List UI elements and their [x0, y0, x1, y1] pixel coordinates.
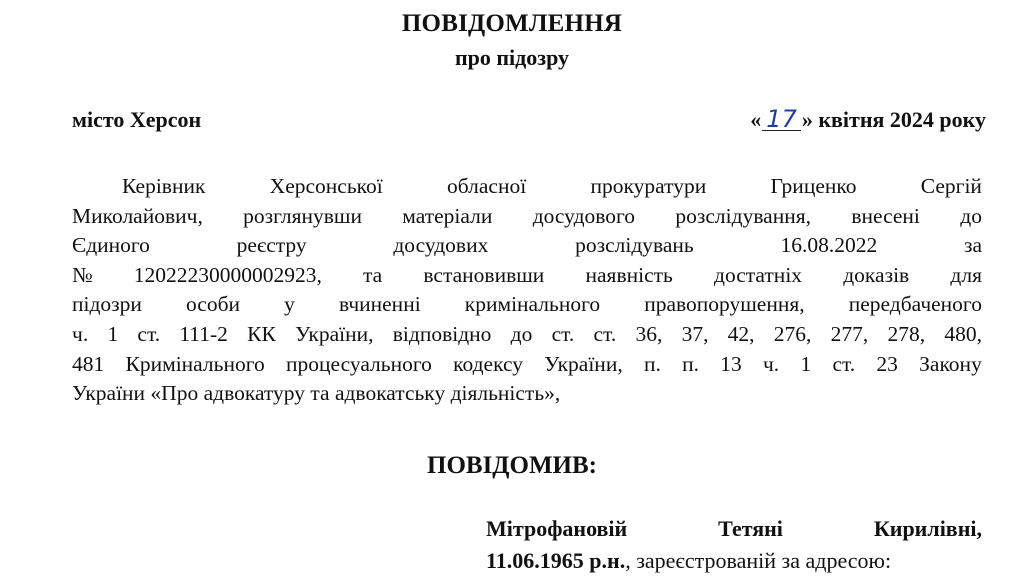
paragraph-word: Миколайович,	[72, 203, 203, 228]
paragraph-word: 276,	[773, 321, 812, 346]
paragraph-word: підозри	[72, 292, 142, 317]
paragraph-word: 277,	[830, 321, 869, 346]
date-rest: квітня 2024 року	[818, 107, 986, 132]
document-title: ПОВІДОМЛЕННЯ	[401, 10, 623, 37]
paragraph-word: Керівник	[122, 174, 206, 198]
paragraph-word: 481	[72, 351, 105, 376]
paragraph-word: Сергій	[920, 174, 982, 198]
paragraph-word: №	[72, 262, 93, 287]
paragraph-word: Херсонської	[269, 174, 383, 198]
paragraph-word: 16.08.2022	[780, 233, 878, 258]
paragraph-word: розслідувань	[575, 233, 694, 258]
city-label: місто Херсон	[72, 107, 202, 132]
paragraph-word: до	[510, 321, 533, 346]
paragraph-word: 23	[876, 351, 898, 376]
paragraph-line	[72, 202, 982, 232]
paragraph-word: Кримінального	[125, 351, 265, 376]
paragraph-word: досудового	[532, 203, 636, 228]
paragraph-word: для	[950, 262, 982, 287]
suspect-block	[486, 513, 982, 577]
paragraph-word: ч.	[762, 351, 780, 376]
notified-heading: ПОВІДОМИВ:	[427, 452, 597, 479]
suspect-name-word: Мітрофановій	[486, 516, 628, 541]
paragraph-word: відповідно	[392, 321, 492, 346]
paragraph-word: розслідування,	[675, 203, 812, 228]
suspect-details	[486, 545, 982, 577]
paragraph-word: 1	[800, 351, 812, 376]
paragraph-lines	[72, 172, 982, 379]
paragraph-word: ст.	[593, 321, 617, 346]
paragraph-word: встановивши	[423, 262, 545, 287]
paragraph-word: України,	[544, 351, 623, 376]
paragraph-line	[72, 350, 982, 380]
paragraph-line	[72, 320, 982, 350]
paragraph-word: особи	[186, 292, 241, 317]
paragraph-word: ст.	[137, 321, 161, 346]
paragraph-word: 37,	[681, 321, 709, 346]
paragraph-word: кримінального	[464, 292, 601, 317]
paragraph-word: 278,	[887, 321, 926, 346]
paragraph-word: вчиненні	[338, 292, 421, 317]
date-day-handwritten: 17	[762, 108, 801, 131]
paragraph-word: ч.	[72, 321, 89, 346]
paragraph-word: КК	[247, 321, 276, 346]
date-close-quote: »	[801, 107, 813, 132]
paragraph-word: 1	[107, 321, 119, 346]
paragraph-line	[72, 290, 982, 320]
paragraph-word: досудових	[393, 233, 489, 258]
paragraph-word: правопорушення,	[644, 292, 805, 317]
paragraph-word: матеріали	[402, 203, 493, 228]
main-paragraph	[72, 172, 982, 409]
suspect-name-word: Кирилівні,	[873, 516, 982, 541]
date-open-quote: «	[750, 107, 762, 132]
paragraph-word: 13	[720, 351, 742, 376]
paragraph-word: наявність	[585, 262, 673, 287]
paragraph-word: передбаченого	[848, 292, 982, 317]
suspect-registered-text: , зареєстрованій за адресою:	[625, 548, 892, 573]
paragraph-word: Гриценко	[770, 174, 857, 198]
paragraph-line	[72, 261, 982, 291]
paragraph-word: до	[960, 203, 982, 228]
paragraph-word: процесуального	[286, 351, 432, 376]
paragraph-word: 480,	[944, 321, 982, 346]
paragraph-line	[72, 172, 982, 202]
document-date	[750, 106, 986, 134]
paragraph-word: обласної	[446, 174, 527, 198]
suspect-birth-date: 11.06.1965 р.н.	[486, 548, 626, 573]
paragraph-word: прокуратури	[590, 174, 707, 198]
paragraph-word: Єдиного	[72, 233, 150, 258]
paragraph-word: кодексу	[453, 351, 524, 376]
paragraph-word: 36,	[635, 321, 663, 346]
paragraph-word: ст.	[551, 321, 575, 346]
paragraph-word: розглянувши	[243, 203, 362, 228]
paragraph-word: п.	[643, 351, 661, 376]
paragraph-word: доказів	[843, 262, 910, 287]
paragraph-word: 111-2	[179, 321, 228, 346]
paragraph-word: достатніх	[714, 262, 803, 287]
paragraph-word: внесені	[851, 203, 920, 228]
paragraph-word: п.	[682, 351, 699, 376]
paragraph-word: України,	[295, 321, 374, 346]
paragraph-word: реєстру	[236, 233, 307, 258]
suspect-name	[486, 513, 982, 545]
paragraph-word: 42,	[727, 321, 755, 346]
document-subtitle: про підозру	[454, 45, 570, 70]
paragraph-word: у	[284, 292, 295, 317]
paragraph-word: Закону	[919, 351, 982, 376]
paragraph-line	[72, 231, 982, 261]
paragraph-word: ст.	[832, 351, 856, 376]
paragraph-last-line: України «Про адвокатуру та адвокатську діяльність»,	[72, 381, 561, 406]
paragraph-word: за	[963, 233, 982, 258]
paragraph-word: 12022230000002923,	[133, 262, 322, 287]
suspect-name-word: Тетяні	[718, 516, 783, 541]
paragraph-word: та	[363, 262, 383, 287]
